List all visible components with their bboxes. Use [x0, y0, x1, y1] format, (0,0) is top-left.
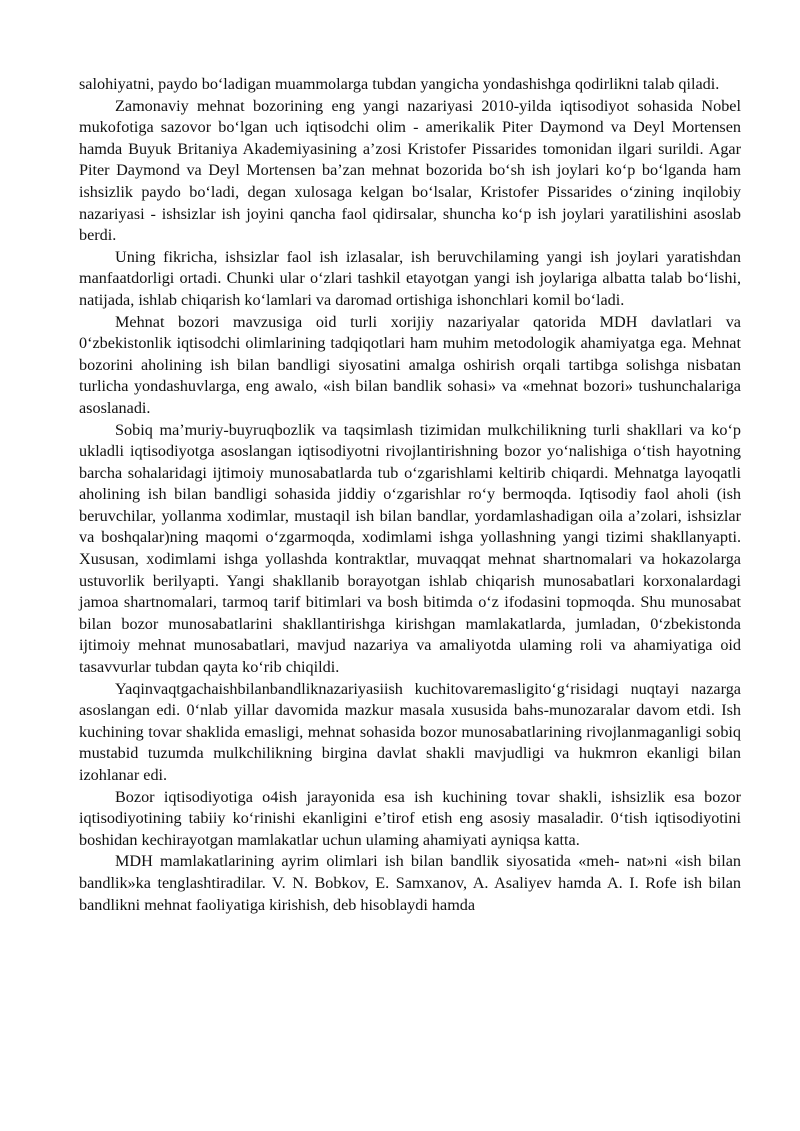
paragraph-continuation: salohiyatni, paydo boʻladigan muammolarga tubdan yangicha yondashishga qodirlikni talab qiladi. [79, 75, 720, 93]
paragraph: MDH mamlakatlarining ayrim olimlari ish bilan bandlik siyosatida «meh- nat»ni «ish bilan bandlik»ka tenglashtiradilar. V. N. Bobkov, E. Samxanov, A. Asaliyev hamda A. I. Rofe ish bilan bandlikni mehnat faoliyatiga kirishish, deb hisoblaydi hamda [79, 852, 741, 914]
paragraph: Yaqinvaqtgachaishbilanbandliknazariyasiish kuchitovaremasligitoʻgʻrisidagi nuqtayi nazarga asoslangan edi. 0ʻnlab yillar davomida mazkur masala xususida bahs-munozaralar davom etdi. Ish kuchining tovar shaklida emasligi, mehnat sohasida bozor munosabatlarining rivojlanmaganligi sobiq mustabid tuzumda mulkchilikning birgina davlat shakli mavjudligi va hukmron ekanligi bilan izohlanar edi. [79, 679, 741, 784]
document-page [79, 74, 741, 916]
paragraph: Bozor iqtisodiyotiga o4ish jarayonida esa ish kuchining tovar shakli, ishsizlik esa bozor iqtisodiyotining tabiiy koʻrinishi ekanligini e’tirof etish eng asosiy masaladir. 0ʻtish iqtisodiyotini boshidan kechirayotgan mamlakatlar uchun ulaming ahamiyati ayniqsa katta. [79, 787, 741, 849]
paragraph: Uning fikricha, ishsizlar faol ish izlasalar, ish beruvchilaming yangi ish joylari yaratishdan manfaatdorligi ortadi. Chunki ular oʻzlari tashkil etayotgan yangi ish joylariga albatta talab boʻlishi, natijada, ishlab chiqarish koʻlamlari va daromad ortishiga ishonchlari komil boʻladi. [79, 247, 741, 309]
paragraph: Mehnat bozori mavzusiga oid turli xorijiy nazariyalar qatorida MDH davlatlari va 0ʻzbekistonlik iqtisodchi olimlarining tadqiqotlari ham muhim metodologik ahamiyatga ega. Mehnat bozorini aholining ish bilan bandligi siyosatini amalga oshirish orqali tartibga solishga nisbatan turlicha yondashuvlarga, eng awalo, «ish bilan bandlik sohasi» va «mehnat bozori» tushunchalariga asoslanadi. [79, 312, 741, 417]
paragraph: Zamonaviy mehnat bozorining eng yangi nazariyasi 2010-yilda iqtisodiyot sohasida Nobel mukofotiga sazovor boʻlgan uch iqtisodchi olim - amerikalik Piter Daymond va Deyl Mortensen hamda Buyuk Britaniya Akademiyasining a’zosi Kristofer Pissarides tomonidan ilgari surildi. Agar Piter Daymond va Deyl Mortensen ba’zan mehnat bozorida boʻsh ish joylari koʻp boʻlganda ham ishsizlik paydo boʻladi, degan xulosaga kelgan boʻlsalar, Kristofer Pissarides oʻzining inqilobiy nazariyasi - ishsizlar ish joyini qancha faol qidirsalar, shuncha koʻp ish joylari yaratilishini asoslab berdi. [79, 96, 741, 245]
paragraph: Sobiq ma’muriy-buyruqbozlik va taqsimlash tizimidan mulkchilikning turli shakllari va koʻp ukladli iqtisodiyotga asoslangan iqtisodiyotni rivojlantirishning bozor yoʻnalishiga oʻtish hayotning barcha sohalaridagi ijtimoiy munosabatlarda tub oʻzgarishlami keltirib chiqardi. Mehnatga layoqatli aholining ish bilan bandligi sohasida jiddiy oʻzgarishlar roʻy bermoqda. Iqtisodiy faol aholi (ish beruvchilar, yollanma xodimlar, mustaqil ish bilan bandlar, yordamlashadigan oila a’zolari, ishsizlar va boshqalar)ning maqomi oʻzgarmoqda, xodimlami ishga yollashning yangi tizimi shakllanyapti. Xususan, xodimlami ishga yollashda kontraktlar, muvaqqat mehnat shartnomalari va hokazolarga ustuvorlik berilyapti. Yangi shakllanib borayotgan ishlab chiqarish munosabatlari korxonalardagi jamoa shartnomalari, tarmoq tarif bitimlari va bosh bitimda oʻz ifodasini topmoqda. Shu munosabat bilan bozor munosabatlarini shakllantirishga kirishgan mamlakatlarda, jumladan, 0ʻzbekistonda ijtimoiy mehnat munosabatlari, mavjud nazariya va amaliyotda ulaming roli va ahamiyatiga oid tasavvurlar tubdan qayta koʻrib chiqildi. [79, 420, 741, 677]
